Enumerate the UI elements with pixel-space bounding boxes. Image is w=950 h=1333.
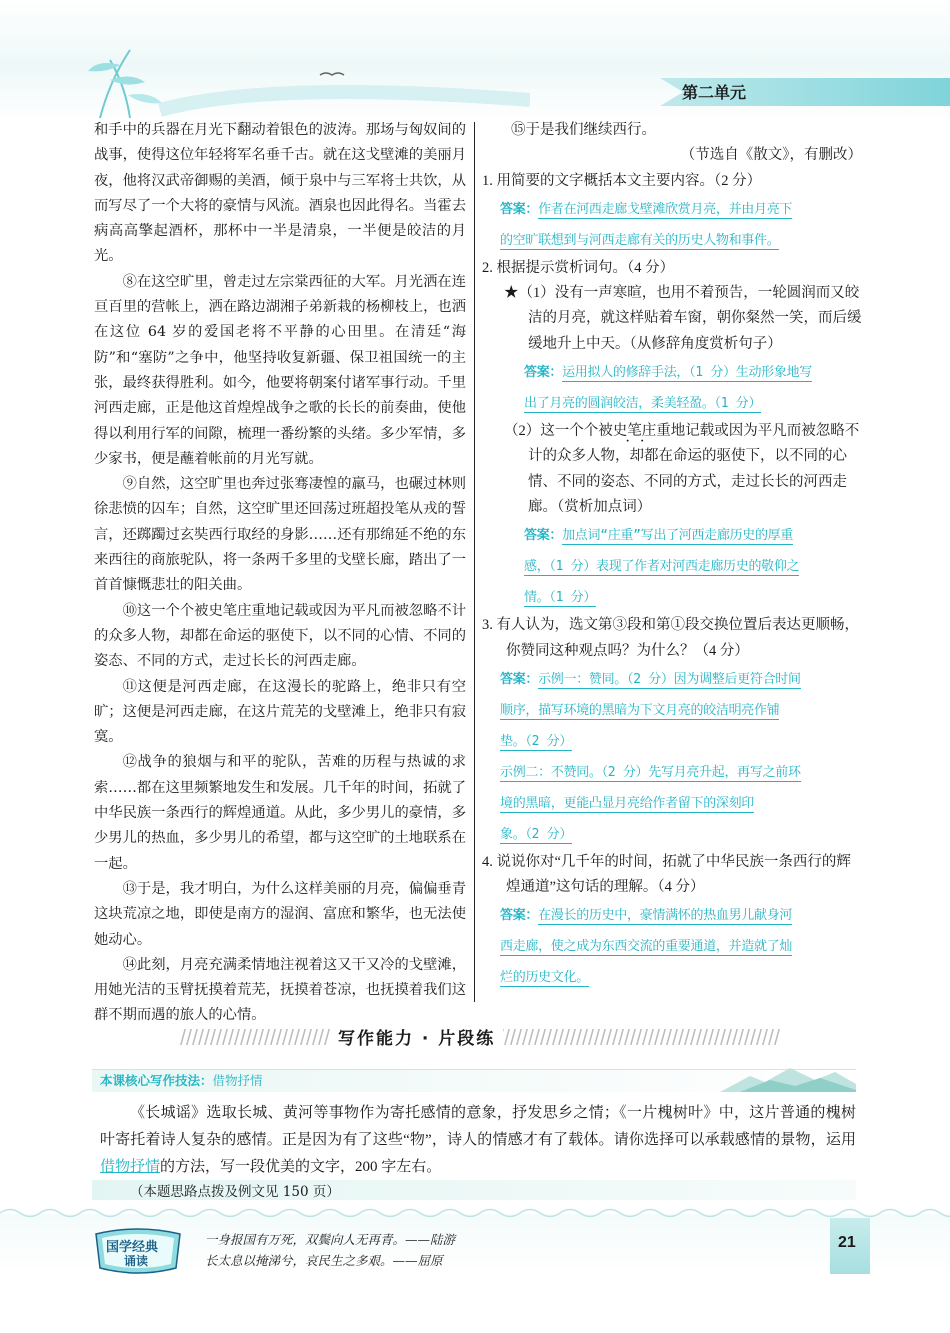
footer-quotes — [205, 1229, 455, 1271]
column-divider — [474, 122, 475, 1002]
keyword-link: 借物抒情 — [100, 1159, 161, 1175]
quote-line: 长太息以掩涕兮，哀民生之多艰。——屈原 — [205, 1253, 443, 1268]
core-skill-text — [100, 1071, 263, 1089]
passage-paragraph: ⑧在这空旷里，曾走过左宗棠西征的大军。月光洒在连亘百里的营帐上，洒在路边湖湘子弟新栽的杨柳枝上，也洒在这位 64 岁的爱国老将不平静的心田里。在清廷“海防”和“塞防”之争中，他坚持收复新疆、保卫祖国统一的主张，最终获得胜利。如今，他要将朝案付诸军事行动。千里河西走廊，正是他这首煌煌战争之歌的长长的前奏曲，使他得以利用行军的间隙，梳理一番纷繁的头绪。多少军情，多少家书，便是蘸着帐前的月光写就。 — [94, 273, 466, 467]
passage-paragraph: ⑩这一个个被史笔庄重地记载或因为平凡而被忽略不计的众多人物，却都在命运的驱使下，以不同的心情、不同的姿态、不同的方式，走过长长的河西走廊。 — [94, 602, 466, 670]
answer-2-1: 答案：运用拟人的修辞手法，（1 分）生动形象地写 出了月亮的圆润皎洁，柔美轻盈。（1 分） — [524, 365, 812, 412]
badge-subtitle: 诵读 — [124, 1254, 149, 1268]
unit-title: 第二单元 — [682, 83, 747, 102]
answer-label: 答案： — [500, 201, 539, 217]
answer-label: 答案： — [500, 671, 539, 687]
badge-title: 国学经典 — [106, 1240, 159, 1255]
answer-label: 答案： — [524, 365, 563, 381]
answer-4: 答案：在漫长的历史中，豪情满怀的热血男儿献身河 西走廊，使之成为东西交流的重要通道，并造就了灿 烂的历史文化。 — [500, 908, 793, 986]
section-title: 写作能力 · 片段练 — [330, 1024, 503, 1049]
quote-line: 一身报国有万死，双鬓向人无再青。——陆游 — [205, 1232, 456, 1247]
question-1: 1. 用简要的文字概括本文主要内容。（2 分） — [482, 172, 762, 189]
passage-paragraph: ⑮于是我们继续西行。 — [511, 122, 656, 138]
passage-paragraph: ⑨自然，这空旷里也奔过张骞凄惶的羸马，也碾过林则徐悲愤的囚车；自然，这空旷里还回荡过班超投笔从戎的誓言，还踯躅过玄奘西行取经的身影……还有那绵延不绝的东来西往的商旅驼队，将一条两千多里的戈壁长廊，踏出了一首首慷慨悲壮的阳关曲。 — [94, 476, 466, 594]
passage-paragraph: ⑫战争的狼烟与和平的驼队，苦难的历程与热诚的求索……都在这里频繁地发生和发展。几千年的时间，拓就了中华民族一条西行的辉煌通道。从此，多少男儿的豪情，多少男儿的热血，多少男儿的希望，都与这空旷的土地联系在一起。 — [94, 754, 466, 872]
answer-3: 答案：示例一：赞同。（2 分）因为调整后更符合时间 顺序，描写环境的黑暗为下文月亮的皎洁明亮作铺 垫。（2 分） 示例二：不赞同。（2 分）先写月亮升起，再写之前环 境的黑暗，更能凸显月亮给作者留下的深刻印 象。（2 分） — [500, 671, 801, 842]
source-note: （节选自《散文》，有删改） — [680, 147, 862, 164]
answer-2-2: 答案：加点词“庄重”写出了河西走廊历史的厚重 感，（1 分）表现了作者对河西走廊历史的敬仰之 情。（1 分） — [524, 528, 800, 606]
emphasis-dot-char: 庄 — [641, 423, 657, 440]
answer-1: 答案：作者在河西走廊戈壁滩欣赏月亮，并由月亮下 的空旷联想到与河西走廊有关的历史人物和事件。 — [500, 201, 793, 248]
question-2: 2. 根据提示赏析词句。（4 分） — [482, 259, 675, 276]
writing-prompt — [100, 1100, 856, 1181]
writing-prompt-paragraph: 《长城谣》选取长城、黄河等事物作为寄托感情的意象，抒发思乡之情；《一片槐树叶》中，这片普通的槐树叶寄托着诗人复杂的感情。正是因为有了这些“物”，诗人的情感才有了载体。请你选择可以承载感情的景物，运用借物抒情的方法，写一段优美的文字，200 字左右。 — [100, 1105, 856, 1175]
passage-left-column — [94, 118, 466, 1029]
answer-label: 答案： — [524, 528, 563, 544]
wave-divider — [0, 1206, 950, 1220]
passage-paragraph: ⑭此刻，月亮充满柔情地注视着这又干又冷的戈壁滩，用她光洁的玉臂抚摸着荒芜，抚摸着苍凉，也抚摸着我们这群不期而遇的旅人的心情。 — [94, 956, 466, 1024]
bamboo-decoration-icon — [70, 40, 530, 120]
core-skill-label: 本课核心写作技法： — [100, 1073, 213, 1088]
emphasis-dot-char: 重 — [656, 423, 671, 440]
passage-paragraph: ⑬于是，我才明白，为什么这样美丽的月亮，偏偏垂青这块荒凉之地，即使是南方的湿润、富庶和繁华，也无法使她动心。 — [94, 880, 466, 948]
reference-note: （本题思路点拨及例文见 150 页） — [130, 1184, 340, 1200]
page-number: 21 — [838, 1234, 856, 1251]
passage-paragraph: 和手中的兵器在月光下翻动着银色的波涛。那场与匈奴间的战事，使得这位年轻将军名垂千古。就在这戈壁滩的美丽月夜，他将汉武帝御赐的美酒，倾于泉中与三军将士共饮，从而写尽了一个大将的豪情与风流。酒泉也因此得名。当霍去病高高擎起酒杯，那杯中一半是清泉，一半便是皎洁的月光。 — [94, 122, 466, 265]
questions-right-column — [482, 118, 862, 993]
question-2-2: （2）这一个个被史笔庄重地记载或因为平凡而被忽略不计的众多人物，却都在命运的驱使下，以不同的心情、不同的姿态、不同的方式，走过长长的河西走廊。（赏析加点词） — [504, 423, 860, 515]
answer-label: 答案： — [500, 908, 539, 924]
passage-paragraph: ⑪这便是河西走廊，在这漫长的驼路上，绝非只有空旷；这便是河西走廊，在这片荒芜的戈壁滩上，绝非只有寂寞。 — [94, 678, 466, 746]
mountain-decoration-icon — [720, 1062, 856, 1092]
question-3: 3. 有人认为，选文第③段和第①段交换位置后表达更顺畅，你赞同这种观点吗？为什么？（4 分） — [482, 617, 859, 659]
question-4: 4. 说说你对“几千年的时间，拓就了中华民族一条西行的辉煌通道”这句话的理解。（4 分） — [482, 853, 851, 896]
core-skill-method: 借物抒情 — [212, 1073, 263, 1088]
question-2-1: ★（1）没有一声寒暄，也用不着预告，一轮圆润而又皎洁的月亮，就这样贴着车窗，朝你粲然一笑，而后缓缓地升上中天。（从修辞角度赏析句子） — [504, 285, 862, 352]
